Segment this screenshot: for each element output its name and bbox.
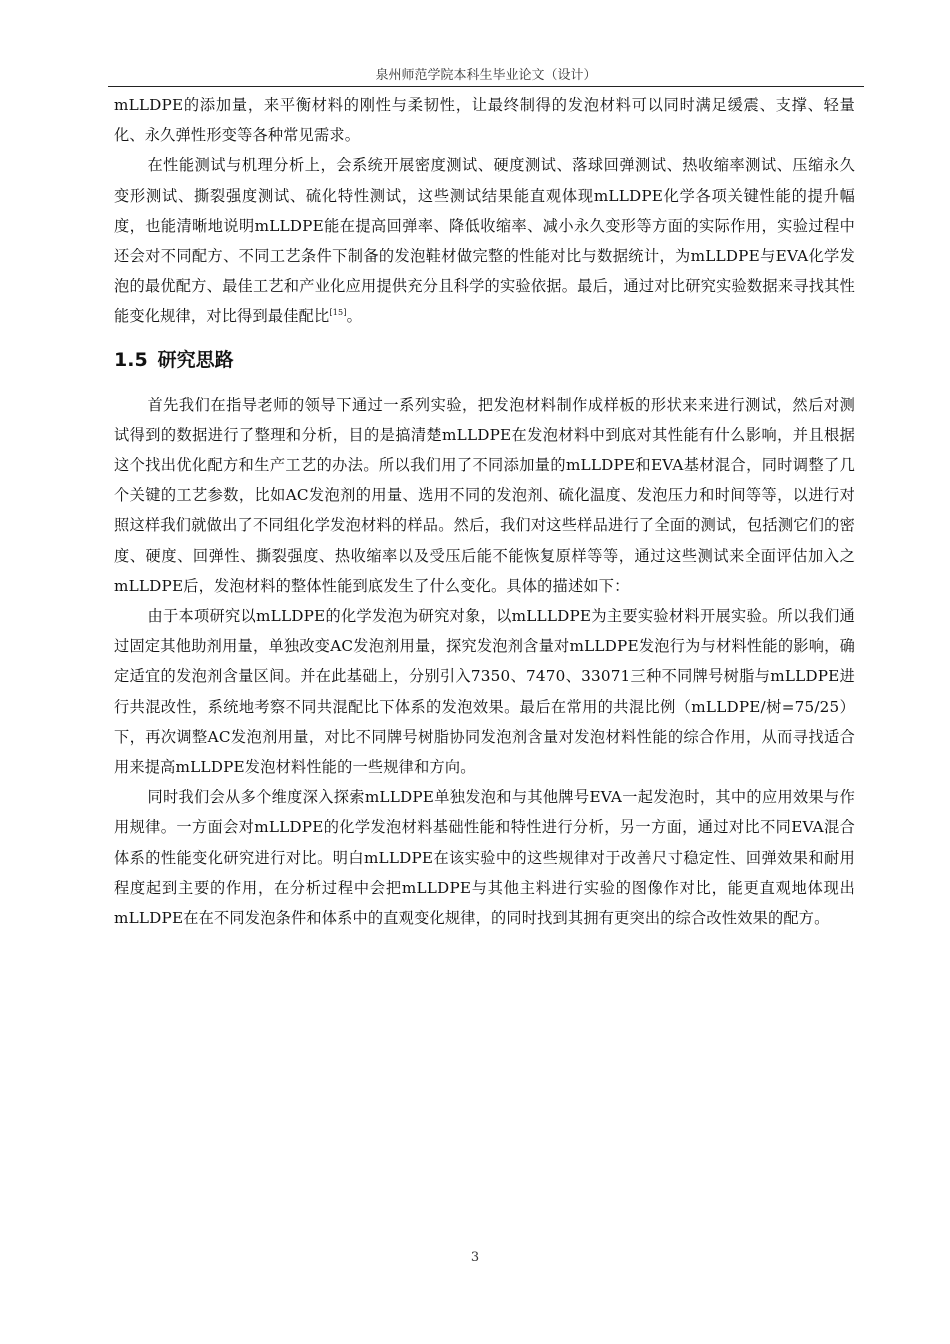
paragraph-end-mark: 。	[346, 307, 363, 326]
paragraph-analysis-plan: 同时我们会从多个维度深入探索mLLDPE单独发泡和与其他牌号EVA一起发泡时，其中的应用效果与作用规律。一方面会对mLLDPE的化学发泡材料基础性能和特性进行分析，另一方面，通过对比不同EVA混合体系的性能变化研究进行对比。明白mLLDPE在该实验中的这些规律对于改善尺寸稳定性、回弹效果和耐用程度起到主要的作用，在分析过程中会把mLLDPE与其他主料进行实验的图像作对比，能更直观地体现出mLLDPE在在不同发泡条件和体系中的直观变化规律，的同时找到其拥有更突出的综合改性效果的配方。	[114, 788, 855, 928]
paragraph-text: 在性能测试与机理分析上，会系统开展密度测试、硬度测试、落球回弹测试、热收缩率测试、压缩永久变形测试、撕裂强度测试、硫化特性测试，这些测试结果能直观体现mLLDPE化学各项关键性能的提升幅度，也能清晰地说明mLLDPE能在提高回弹率、降低收缩率、减小永久变形等方面的实际作用，实验过程中还会对不同配方、不同工艺条件下制备的发泡鞋材做完整的性能对比与数据统计，为mLLDPE与EVA化学发泡的最优配方、最佳工艺和产业化应用提供充分且科学的实验依据。最后，通过对比研究实验数据来寻找其性能变化规律，对比得到最佳配比	[114, 156, 855, 326]
paragraph-research-overview: 首先我们在指导老师的领导下通过一系列实验，把发泡材料制作成样板的形状来来进行测试，然后对测试得到的数据进行了整理和分析，目的是搞清楚mLLDPE在发泡材料中到底对其性能有什么影响，并且根据这个找出优化配方和生产工艺的办法。所以我们用了不同添加量的mLLDPE和EVA基材混合，同时调整了几个关键的工艺参数，比如AC发泡剂的用量、选用不同的发泡剂、硫化温度、发泡压力和时间等等，以进行对照这样我们就做出了不同组化学发泡材料的样品。然后，我们对这些样品进行了全面的测试，包括测它们的密度、硬度、回弹性、撕裂强度、热收缩率以及受压后能不能恢复原样等等，通过这些测试来全面评估加入之mLLDPE后，发泡材料的整体性能到底发生了什么变化。具体的描述如下：	[114, 395, 855, 595]
section-heading	[114, 346, 855, 374]
paragraph-performance-testing	[114, 150, 855, 331]
document-body	[114, 90, 855, 933]
paragraph-experiment-design: 由于本项研究以mLLDPE的化学发泡为研究对象，以mLLLDPE为主要实验材料开展实验。所以我们通过固定其他助剂用量，单独改变AC发泡剂用量，探究发泡剂含量对mLLDPE发泡行为与材料性能的影响，确定适宜的发泡剂含量区间。并在此基础上，分别引入7350、7470、33071三种不同牌号树脂与mLLDPE进行共混改性，系统地考察不同共混配比下体系的发泡效果。最后在常用的共混比例（mLLDPE/树=75/25）下，再次调整AC发泡剂用量，对比不同牌号树脂协同发泡剂含量对发泡材料性能的综合作用，从而寻找适合用来提高mLLDPE发泡材料性能的一些规律和方向。	[114, 607, 855, 777]
header-title: 泉州师范学院本科生毕业论文（设计）	[375, 68, 597, 83]
section-number: 1.5	[114, 348, 148, 371]
section-title: 研究思路	[157, 348, 234, 371]
citation-reference: [15]	[329, 308, 347, 318]
paragraph-continued: mLLDPE的添加量，来平衡材料的刚性与柔韧性，让最终制得的发泡材料可以同时满足缓震、支撑、轻量化、永久弹性形变等各种常见需求。	[114, 96, 855, 145]
page-number: 3	[470, 1250, 480, 1265]
page-header	[108, 68, 864, 87]
